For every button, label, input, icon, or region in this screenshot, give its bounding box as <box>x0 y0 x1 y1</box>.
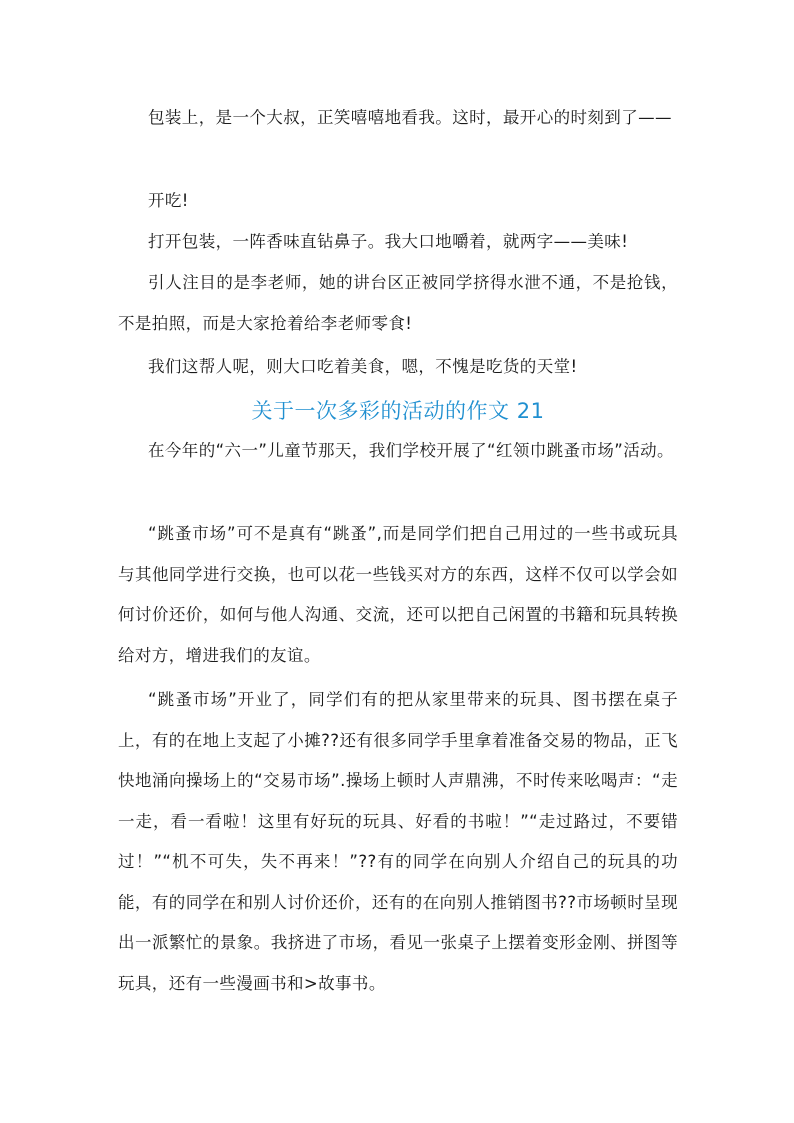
paragraph-7: “跳蚤市场”可不是真有“跳蚤”,而是同学们把自己用过的一些书或玩具与其他同学进行交换，也可以花一些钱买对方的东西，这样不仅可以学会如何讨价还价，如何与他人沟通、交流，还可以把自己闲置的书籍和玩具转换给对方，增进我们的友谊。 <box>118 524 678 665</box>
paragraph-2: 开吃! <box>148 191 189 210</box>
paragraph-8: “跳蚤市场”开业了，同学们有的把从家里带来的玩具、图书摆在桌子上，有的在地上支起了小摊??还有很多同学手里拿着准备交易的物品，正飞快地涌向操场上的“交易市场”.操场上顿时人声鼎沸，不时传来吆喝声：“走一走，看一看啦！这里有好玩的玩具、好看的书啦！”“走过路过，不要错过！”“机不可失，失不再来！”??有的同学在向别人介绍自己的玩具的功能，有的同学在和别人讨价还价，还有的在向别人推销图书??市场顿时呈现出一派繁忙的景象。我挤进了市场，看见一张桌子上摆着变形金刚、拼图等玩具，还有一些漫画书和>故事书。 <box>118 690 678 993</box>
paragraph-6: 在今年的“六一”儿童节那天，我们学校开展了“红领巾跳蚤市场”活动。 <box>148 441 674 460</box>
paragraph-5: 我们这帮人呢，则大口吃着美食，嗯，不愧是吃货的天堂! <box>148 357 578 376</box>
section-heading: 关于一次多彩的活动的作文 21 <box>251 399 545 423</box>
paragraph-3: 打开包装，一阵香味直钻鼻子。我大口地嚼着，就两字——美味! <box>148 232 629 251</box>
paragraph-1: 包装上，是一个大叔，正笑嘻嘻地看我。这时，最开心的时刻到了—— <box>148 108 672 127</box>
paragraph-4: 引人注目的是李老师，她的讲台区正被同学挤得水泄不通，不是抢钱，不是拍照，而是大家抢着给李老师零食! <box>118 273 678 333</box>
